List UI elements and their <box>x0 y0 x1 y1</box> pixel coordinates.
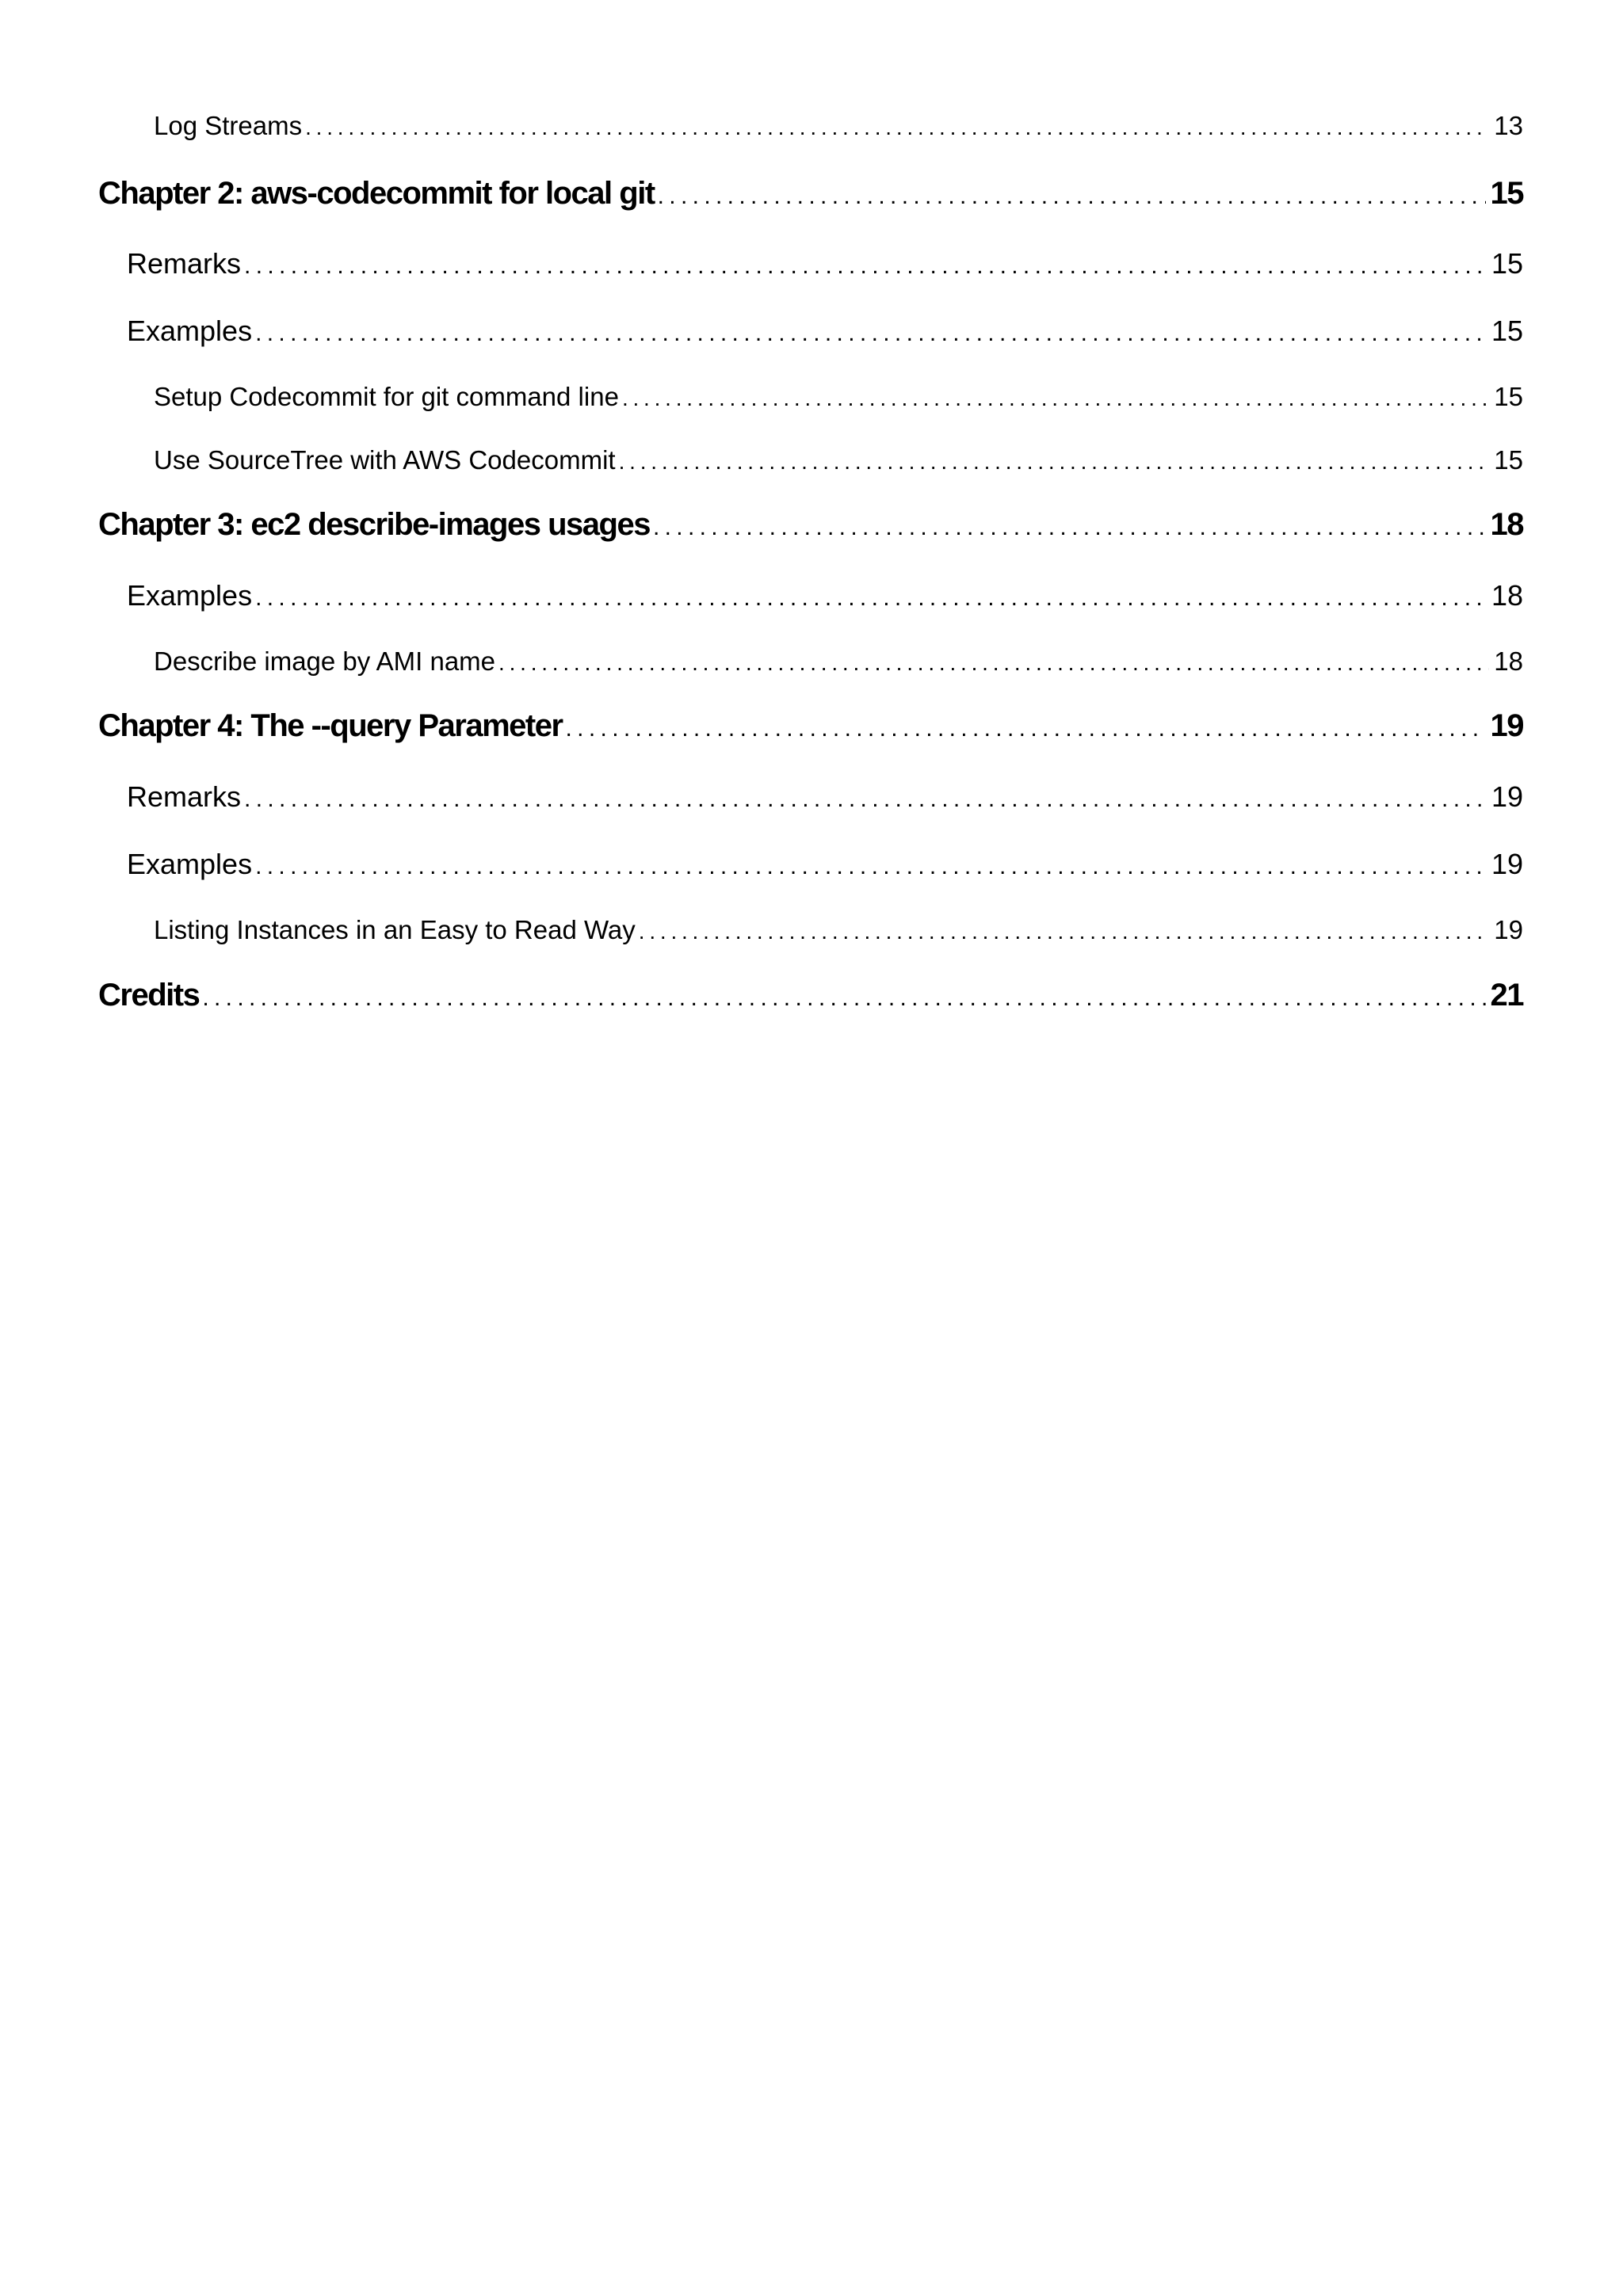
toc-entry-title: Remarks <box>127 247 242 280</box>
toc-entry-page: 15 <box>1490 176 1523 211</box>
toc-entry-sourcetree[interactable] <box>154 445 1523 475</box>
toc-entry-listing-instances[interactable] <box>154 915 1523 945</box>
toc-entry-title: Remarks <box>127 780 242 813</box>
toc-dot-leader <box>622 382 1489 412</box>
toc-entry-page: 19 <box>1490 708 1523 743</box>
toc-entry-setup-codecommit[interactable] <box>154 382 1523 412</box>
toc-entry-log-streams[interactable] <box>154 111 1523 141</box>
toc-dot-leader <box>619 445 1490 475</box>
toc-entry-page: 13 <box>1494 111 1523 140</box>
toc-entry-page: 19 <box>1494 915 1523 944</box>
toc-entry-remarks[interactable] <box>127 247 1523 280</box>
toc-entry-title: Examples <box>127 848 253 880</box>
toc-dot-leader <box>244 780 1487 814</box>
toc-dot-leader <box>658 176 1486 212</box>
toc-dot-leader <box>639 915 1490 945</box>
toc-dot-leader <box>255 579 1487 612</box>
toc-dot-leader <box>244 247 1487 280</box>
toc-entry-examples[interactable] <box>127 848 1523 881</box>
toc-entry-title: Examples <box>127 315 253 347</box>
toc-entry-page: 19 <box>1491 848 1523 880</box>
toc-dot-leader <box>255 848 1487 881</box>
toc-dot-leader <box>566 708 1486 744</box>
toc-entry-title: Examples <box>127 579 253 612</box>
toc-entry-title: Listing Instances in an Easy to Read Way <box>154 915 636 944</box>
toc-entry-title: Chapter 3: ec2 describe-images usages <box>98 507 650 542</box>
toc-entry-describe-image[interactable] <box>154 646 1523 677</box>
toc-entry-title: Describe image by AMI name <box>154 646 496 676</box>
toc-entry-examples[interactable] <box>127 315 1523 348</box>
toc-entry-remarks[interactable] <box>127 780 1523 814</box>
toc-entry-page: 15 <box>1491 247 1523 280</box>
toc-entry-page: 21 <box>1490 978 1523 1013</box>
toc-dot-leader <box>202 978 1485 1013</box>
toc-dot-leader <box>653 507 1486 543</box>
toc-entry-page: 18 <box>1490 507 1523 542</box>
toc-entry-chapter-4[interactable] <box>98 708 1523 744</box>
toc-entry-credits[interactable] <box>98 978 1523 1013</box>
toc-entry-page: 15 <box>1491 315 1523 347</box>
toc-entry-page: 15 <box>1494 382 1523 411</box>
toc-entry-page: 18 <box>1491 579 1523 612</box>
toc-entry-examples[interactable] <box>127 579 1523 612</box>
toc-dot-leader <box>498 646 1489 677</box>
toc-dot-leader <box>305 111 1489 141</box>
toc-entry-page: 18 <box>1494 646 1523 676</box>
toc-entry-title: Setup Codecommit for git command line <box>154 382 619 411</box>
toc-entry-title: Credits <box>98 978 200 1013</box>
toc-entry-chapter-3[interactable] <box>98 507 1523 543</box>
toc-entry-title: Log Streams <box>154 111 303 140</box>
toc-entry-title: Use SourceTree with AWS Codecommit <box>154 445 616 475</box>
toc-entry-page: 19 <box>1491 780 1523 813</box>
toc-entry-chapter-2[interactable] <box>98 176 1523 212</box>
toc-entry-title: Chapter 2: aws-codecommit for local git <box>98 176 655 211</box>
toc-entry-title: Chapter 4: The --query Parameter <box>98 708 563 743</box>
toc-dot-leader <box>255 315 1487 348</box>
toc-entry-page: 15 <box>1494 445 1523 475</box>
